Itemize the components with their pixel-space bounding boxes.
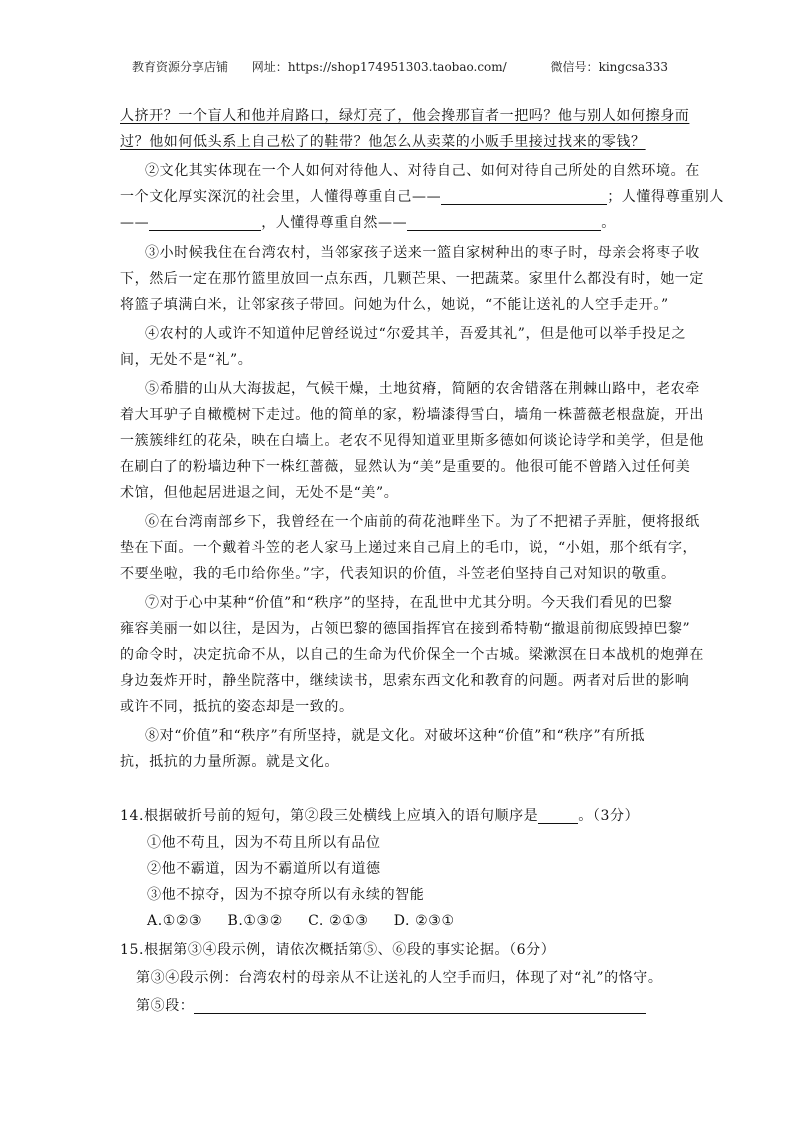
paragraph-6-line-2: 垫在下面。一个戴着斗笠的老人家马上递过来自己肩上的毛巾，说，“小姐，那个纸有字， (120, 540, 698, 556)
q14-score: 。（3分） (578, 808, 640, 824)
paragraph-5-line-1: ⑤希腊的山从大海拔起，气候干燥，土地贫瘠，简陋的农舍错落在荆棘山路中，老农牵 (145, 381, 700, 397)
q15-p5-answer-line[interactable] (194, 999, 646, 1014)
paragraph-7-line-1: ⑦对于心中某种“价值”和“秩序”的坚持，在乱世中尤其分明。今天我们看见的巴黎 (145, 595, 673, 611)
paragraph-7-line-3: 的命令时，决定抗命不从，以自己的生命为代价保全一个古城。梁漱溟在日本战机的炮弹在 (120, 647, 704, 663)
answer-blank-1[interactable] (441, 190, 607, 205)
q14-option-2: ②他不霸道，因为不霸道所以有道德 (147, 861, 381, 877)
paragraph-7-line-4: 身边轰炸开时，静坐院落中，继续读书，思索东西文化和教育的问题。两者对后世的影响 (120, 673, 690, 689)
paragraph-4-line-1: ④农村的人或许不知道仲尼曾经说过“尔爱其羊，吾爱其礼”，但是他可以举手投足之 (145, 326, 687, 342)
p2-text-e: 。 (601, 215, 616, 231)
shop-name: 教育资源分享店铺 (131, 60, 228, 74)
paragraph-3-line-1: ③小时候我住在台湾农村，当邻家孩子送来一篮自家树种出的枣子时，母亲会将枣子收 (145, 245, 700, 261)
paragraph-6-line-3: 不要坐啦，我的毛巾给你坐。”字，代表知识的价值，斗笠老伯坚持自己对知识的敬重。 (120, 566, 676, 582)
question-15-stem: 15.根据第③④段示例，请依次概括第⑤、⑥段的事实论据。（6分） (120, 942, 556, 958)
p2-text-b: ；人懂得尊重别人 (607, 189, 725, 205)
url-label: 网址： (251, 60, 288, 74)
answer-blank-2[interactable] (149, 216, 261, 231)
paragraph-7-line-5: 或许不同，抵抗的姿态却是一致的。 (120, 699, 354, 715)
p2-text-d: ，人懂得尊重自然—— (261, 215, 408, 231)
p2-text-a: 一个文化厚实深沉的社会里，人懂得尊重自己—— (120, 189, 442, 205)
paragraph-4-line-2: 间，无处不是“礼”。 (120, 352, 253, 368)
passage-intro-line-1: 人挤开？一个盲人和他并肩路口，绿灯亮了，他会搀那盲者一把吗？他与别人如何擦身而 (120, 108, 690, 124)
paragraph-5-line-4: 在刷白了的粉墙边种下一株红蔷薇，显然认为“美”是重要的。他很可能不曾踏入过任何美 (120, 459, 691, 475)
answer-blank-3[interactable] (407, 216, 601, 231)
q14-text: 14.根据破折号前的短句，第②段三处横线上应填入的语句顺序是 (120, 808, 539, 824)
q14-answer-blank[interactable] (538, 809, 578, 824)
wechat-text: kingcsa333 (598, 60, 669, 74)
url-text: https://shop174951303.taobao.com/ (287, 60, 507, 74)
paragraph-6-line-1: ⑥在台湾南部乡下，我曾经在一个庙前的荷花池畔坐下。为了不把裙子弄脏，便将报纸 (145, 514, 700, 530)
paragraph-8-line-1: ⑧对“价值”和“秩序”有所坚持，就是文化。对破坏这种“价值”和“秩序”有所抵 (145, 728, 646, 744)
paragraph-7-line-2: 雍容美丽一如以往，是因为，占领巴黎的德国指挥官在接到希特勒“撤退前彻底毁掉巴黎” (120, 621, 691, 637)
q15-p5-label: 第⑤段： (136, 998, 195, 1014)
paragraph-5-line-2: 着大耳驴子自橄榄树下走过。他的简单的家，粉墙漆得雪白，墙角一株蔷薇老根盘旋，开出 (120, 407, 704, 423)
p2-text-c: —— (120, 215, 150, 231)
paragraph-2-line-3 (120, 215, 616, 231)
paragraph-5-line-3: 一簇簇绯红的花朵，映在白墙上。老农不见得知道亚里斯多德如何谈论诗学和美学，但是他 (120, 433, 704, 449)
paragraph-2-line-1: ②文化其实体现在一个人如何对待他人、对待自己、如何对待自己所处的自然环境。在 (145, 163, 700, 179)
paragraph-8-line-2: 抗，抵抗的力量所源。就是文化。 (120, 754, 339, 770)
q14-choices: A.①②③ B.①③② C. ②①③ D. ②③① (147, 913, 455, 929)
wechat-label: 微信号： (550, 60, 599, 74)
paragraph-3-line-3: 将篮子填满白米，让邻家孩子带回。问她为什么，她说，“不能让送礼的人空手走开。” (120, 297, 669, 313)
paragraph-5-line-5: 术馆，但他起居进退之间，无处不是“美”。 (120, 485, 399, 501)
q14-option-1: ①他不苟且，因为不苟且所以有品位 (147, 835, 381, 851)
q14-option-3: ③他不掠夺，因为不掠夺所以有永续的智能 (147, 887, 425, 903)
question-14-stem (120, 808, 639, 824)
q15-example: 第③④段示例：台湾农村的母亲从不让送礼的人空手而归，体现了对“礼”的恪守。 (136, 970, 663, 986)
paragraph-3-line-2: 下，然后一定在那竹篮里放回一点东西，几颗芒果、一把蔬菜。家里什么都没有时，她一定 (120, 271, 704, 287)
passage-intro-line-2: 过？他如何低头系上自己松了的鞋带？他怎么从卖菜的小贩手里接过找来的零钱？ (120, 134, 646, 150)
q15-paragraph-5-row (136, 998, 646, 1014)
paragraph-2-line-2 (120, 189, 724, 205)
